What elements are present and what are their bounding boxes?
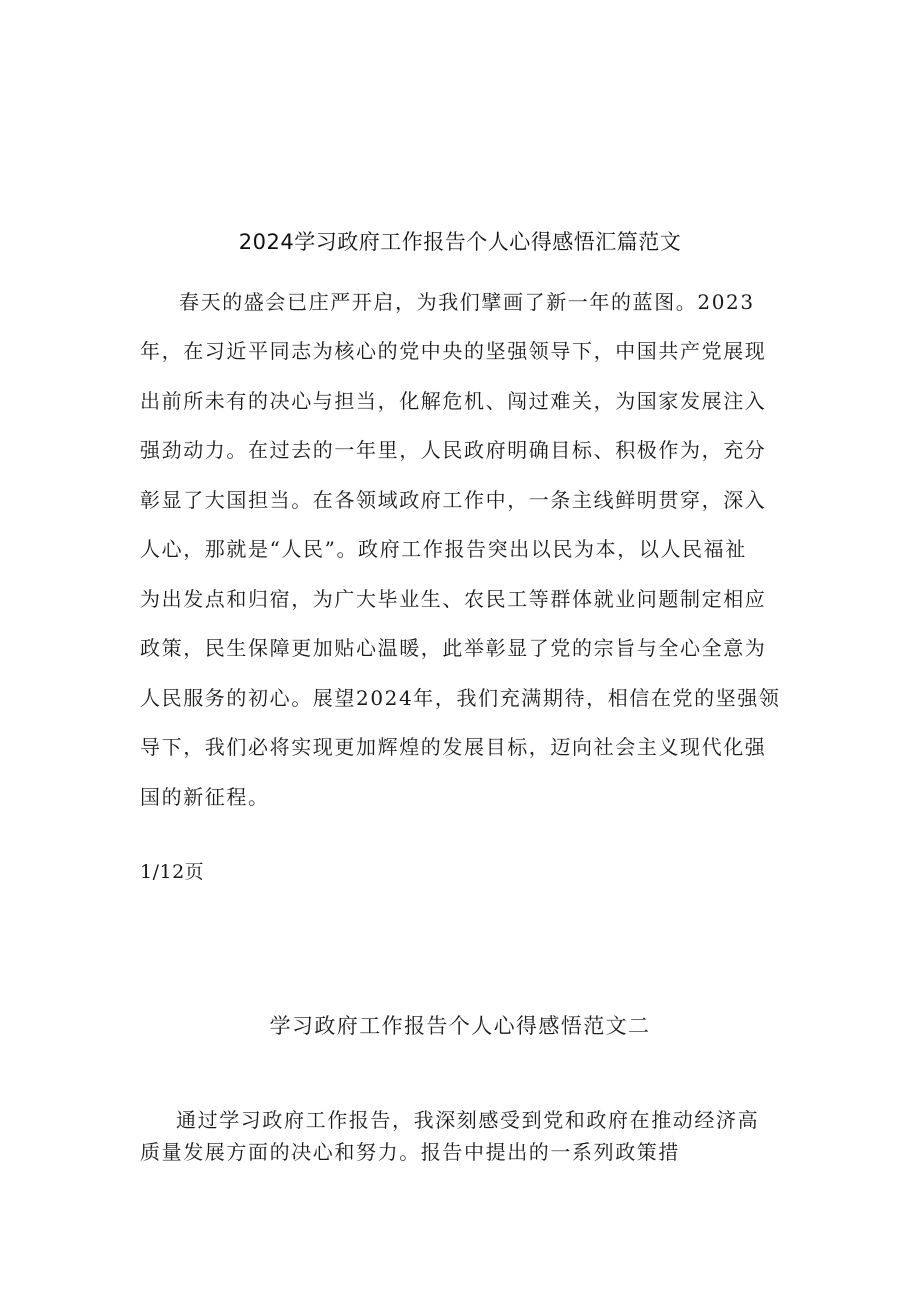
- body-paragraph-2: [140, 1104, 780, 1168]
- paragraph-line: 年，在习近平同志为核心的党中央的坚强领导下，中国共产党展现: [140, 339, 767, 363]
- paragraph-line: 彰显了大国担当。在各领域政府工作中，一条主线鲜明贯穿，深入: [140, 487, 767, 512]
- paragraph-line: [140, 228, 780, 278]
- paragraph-line: 出前所未有的决心与担当，化解危机、闯过难关，为国家发展注入: [140, 388, 767, 413]
- body-paragraph-1: [140, 228, 780, 822]
- paragraph-line: 导下，我们必将实现更加辉煌的发展目标，迈向社会主义现代化强: [140, 735, 767, 759]
- paragraph-line: 人民服务的初心。展望2024年，我们充满期待，相信在党的坚强领: [140, 685, 781, 710]
- paragraph-line: 国的新征程。: [140, 784, 270, 809]
- paragraph-line: 政策，民生保障更加贴心温暖，此举彰显了党的宗旨与全心全意为: [140, 636, 767, 660]
- paragraph-line: 人心，那就是“人民”。政府工作报告突出以民为本，以人民福祉: [140, 537, 747, 561]
- paragraph-line: 强劲动力。在过去的一年里，人民政府明确目标、积极作为，充分: [140, 438, 767, 462]
- paragraph-line: 春天的盛会已庄严开启，为我们擘画了新一年的蓝图。2023: [179, 289, 755, 314]
- page-number: 1/12页: [140, 861, 205, 883]
- paragraph-line: 质量发展方面的决心和努力。报告中提出的一系列政策措: [140, 1140, 680, 1164]
- section-subtitle: 学习政府工作报告个人心得感悟范文二: [269, 1014, 651, 1038]
- document-title: 2024学习政府工作报告个人心得感悟汇篇范文: [238, 230, 682, 254]
- paragraph-line: 通过学习政府工作报告，我深刻感受到党和政府在推动经济高: [176, 1108, 760, 1132]
- paragraph-line: 为出发点和归宿，为广大毕业生、农民工等群体就业问题制定相应: [140, 586, 767, 611]
